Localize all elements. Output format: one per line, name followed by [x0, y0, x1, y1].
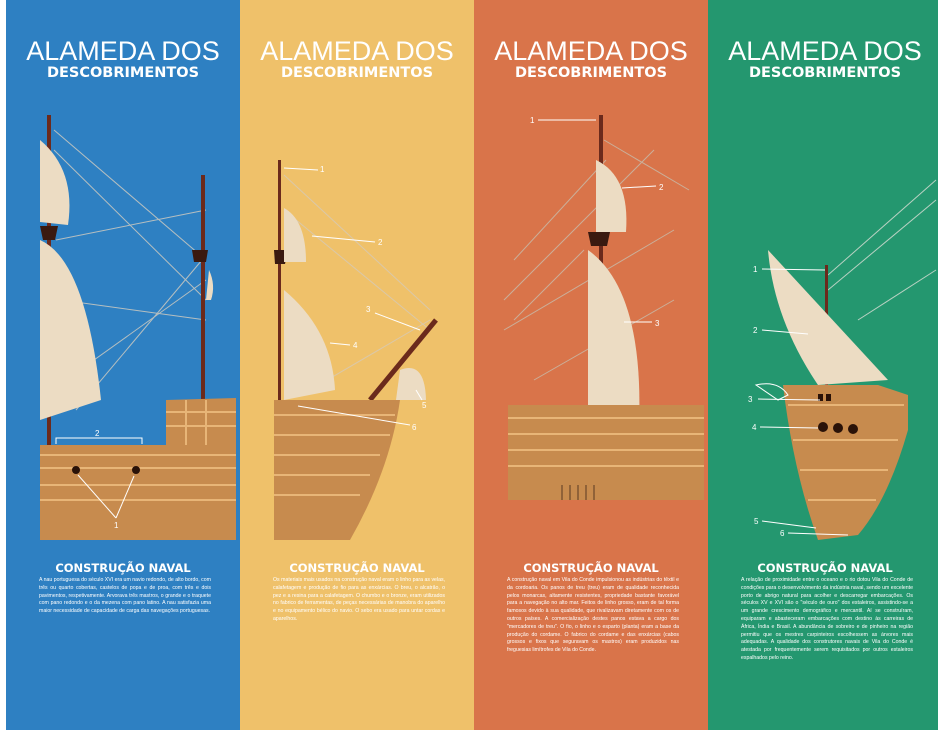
label-4: 4	[353, 341, 358, 350]
title-line-1: ALAMEDA DOS	[26, 36, 220, 66]
section-heading: CONSTRUÇÃO NAVAL	[55, 561, 191, 575]
label-1: 1	[530, 116, 535, 125]
label-1: 1	[320, 165, 325, 174]
section-body: A relação de proximidade entre o oceano e o rio dotou Vila do Conde de condições para o desenvolvimento da indústria naval, sendo um excelente porto de abrigo natural para acolher e descarregar embarcações. Os séculos XV e XVI são o "século de ouro" dos estaleiros, assistindo-se a um grande crescimento demográfico e mercantil. Aí se construíram, equiparam e abasteceram embarcações com destino às carreiras de África, Índia e Brasil. A abundância de sobreiro e de pinheiro na região permitiu que os mestres carpinteiros escolhessem as árvores mais adequadas. A qualidade dos construtores navais de Vila do Conde é atestada por frequentemente serem requisitados por outros estaleiros espalhados pelo reino.	[741, 577, 913, 661]
title-line-2: DESCOBRIMENTOS	[280, 65, 434, 81]
label-3: 3	[748, 395, 753, 404]
title-line-2: DESCOBRIMENTOS	[46, 65, 200, 81]
panel-1	[6, 0, 240, 730]
section-body: A construção naval em Vila do Conde impulsionou as indústrias do têxtil e da cordoaria. Os panos de treu (treu) eram de qualidade reconhecida pelos monarcas, altamente resistentes, propriedade bastante favorável para a navegação no alto mar. Feitos de linho grosso, eram de tal forma famosos devido à sua qualidade, que rivalizavam diretamente com os de outros países. A comercialização destes panos estava a cargo dos "mercadores de treu". O fio, o linho e o esparto (planta) eram a base da produção do cordame. O fabrico do cordame e das enxárcias (cabos grossos e fixos que seguravam os mastros) eram produzidos nas freguesias limítrofes de Vila do Conde.	[507, 577, 679, 654]
label-6: 6	[412, 423, 417, 432]
label-5: 5	[422, 401, 427, 410]
panel-4	[708, 0, 938, 730]
title-line-1: ALAMEDA DOS	[260, 36, 454, 66]
label-5: 5	[754, 517, 759, 526]
title-line-2: DESCOBRIMENTOS	[748, 65, 902, 81]
label-2: 2	[753, 326, 758, 335]
section-heading: CONSTRUÇÃO NAVAL	[289, 561, 425, 575]
panel-1-background	[6, 0, 240, 730]
label-2: 2	[95, 429, 100, 438]
label-4: 4	[752, 423, 757, 432]
title-line-2: DESCOBRIMENTOS	[514, 65, 668, 81]
label-2: 2	[659, 183, 664, 192]
section-body: A nau portuguesa do século XVI era um navio redondo, de alto bordo, com três ou quarto cobertas, castelos de popa e de proa, com três e dois pavimentos, respetivamente. Arvorava três mastros, o grande e o traquete com pano redondo e o da mezena com pano latino. A nau satisfazia uma maior necessidade de capacidade de carga das navegações portuguesas.	[39, 577, 211, 615]
panel-3	[474, 0, 708, 730]
label-1: 1	[753, 265, 758, 274]
section-body: Os materiais mais usados na construção naval eram o linho para as velas, calafetagem e produção de fio para as enxárcias. O breu, o alcatrão, o pez e a resina para a calafetagem. O chumbo e o bronze, eram utilizados no fabrico de ferramentas, de peças necessárias de manobra do aparelho e no equipamento bélico do navio. O sebo era usado para untar cordas e aparelhos.	[273, 577, 445, 622]
label-2: 2	[378, 238, 383, 247]
title-line-1: ALAMEDA DOS	[728, 36, 922, 66]
ship-hull	[40, 445, 236, 540]
label-1: 1	[114, 521, 119, 530]
title-line-1: ALAMEDA DOS	[494, 36, 688, 66]
panel-2	[240, 0, 474, 730]
label-3: 3	[655, 319, 660, 328]
label-6: 6	[780, 529, 785, 538]
label-3: 3	[366, 305, 371, 314]
section-heading: CONSTRUÇÃO NAVAL	[757, 561, 893, 575]
section-heading: CONSTRUÇÃO NAVAL	[523, 561, 659, 575]
